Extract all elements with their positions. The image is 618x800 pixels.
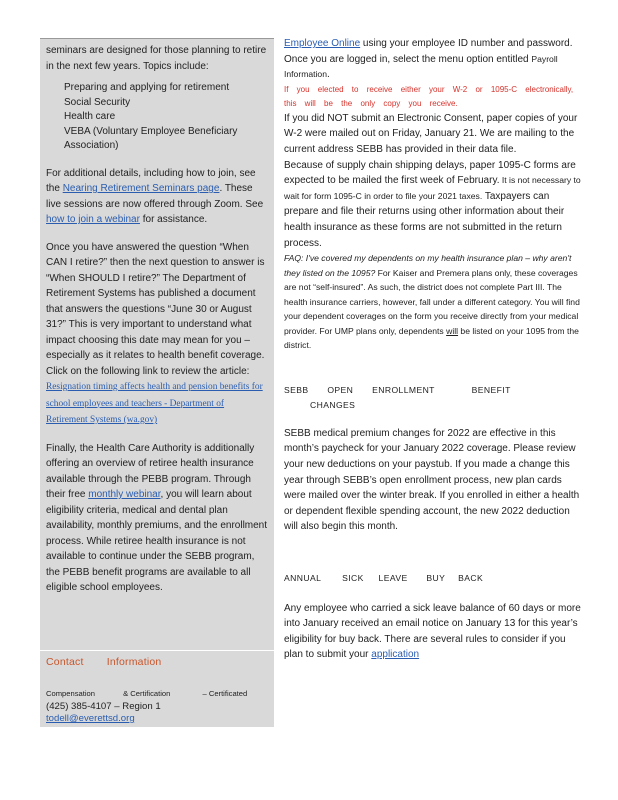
topics-list [46, 81, 268, 154]
resignation-article-link[interactable]: Resignation timing affects health and pension benefits for school employees and teachers - Department of Retirement Systems (wa.gov) [46, 382, 263, 425]
topic-item: Health care [64, 111, 116, 122]
eo-text: . [327, 69, 330, 81]
topic-item: Preparing and applying for retirement [64, 82, 230, 93]
details-text: . These live sessions are now offered through Zoom. See [46, 183, 264, 210]
1095-text: Because of supply chain shipping delays, paper 1095-C forms are expected to be mailed the first week of February. [284, 159, 576, 187]
heading-word: BUY [426, 572, 446, 583]
1095-text: Taxpayers can prepare and file their returns using other information about their health insurance as these forms are not submitted in the return process. [284, 190, 565, 249]
employee-online-link[interactable]: Employee Online [284, 38, 361, 49]
contact-dept-part: – Certificated [202, 689, 248, 698]
hca-paragraph [46, 441, 268, 596]
contact-department [46, 689, 247, 698]
webinar-help-link[interactable]: how to join a webinar [46, 214, 140, 225]
question-paragraph: Once you have answered the question “When CAN I retire?” then the next question to answer is “When SHOULD I retire?” The Department of Retirement Systems has published a document that answers the questions “June 30 or August 31?” This is very important to understand what impact choosing this date may mean for you – especially as it relates to health benefit coverage. Click on the following link to review the article: [46, 241, 265, 377]
contact-title: Contact Information [46, 656, 162, 668]
heading-word: BENEFIT [471, 384, 511, 395]
contact-dept-part: Compensation [46, 689, 95, 698]
faq-emphasis: will [446, 325, 459, 336]
heading-word: ENROLLMENT [372, 384, 435, 395]
details-paragraph [46, 166, 268, 228]
1095-paragraph [284, 158, 582, 252]
premium-changes-paragraph: SEBB medical premium changes for 2022 are effective in this month’s paycheck for your January 2022 coverage. Please review your new deductions on your paystub. If you made a change this year through SEBB’s open enrollment process, new plan cards were mailed over the winter break. If you enrolled in either a health or dependent flexible spending account, the new 2022 deduction will also begin this month. [284, 427, 580, 533]
contact-dept-part: & Certification [123, 689, 171, 698]
hca-text: , you will learn about eligibility criteria, medical and dental plan availability, monthly premiums, and the enrollment process. While retiree health insurance is not available to continue under the SEBB program, the PEBB benefit programs are available to all eligible school employees. [46, 489, 268, 593]
buy-back-text: Any employee who carried a sick leave balance of 60 days or more into January received an email notice on January 13 for this year’s eligibility for buy back. There are several rules to consider if you plan to submit your [284, 602, 581, 661]
nearing-retirement-link[interactable]: Nearing Retirement Seminars page [62, 183, 220, 194]
faq-paragraph [284, 251, 582, 353]
application-link[interactable]: application [371, 649, 420, 661]
heading-word: SEBB [284, 384, 309, 395]
w2-paragraph: If you did NOT submit an Electronic Consent, paper copies of your W-2 were mailed out on Friday, January 21. We are mailing to the current address SEBB has provided in their data file. [284, 112, 578, 155]
faq-question: FAQ: I've covered my dependents on my health insurance plan – why aren't they listed on the 1095? [284, 253, 572, 278]
monthly-webinar-link[interactable]: monthly webinar [88, 489, 161, 500]
employee-online-paragraph [284, 36, 582, 83]
open-enrollment-heading [284, 383, 582, 414]
heading-word: OPEN [327, 384, 354, 395]
heading-word: BACK [458, 572, 484, 583]
hca-text: Finally, the Health Care Authority is additionally offering an overview of retiree health insurance available through the PEBB program. Through their free [46, 442, 255, 500]
heading-word: ANNUAL [284, 572, 322, 583]
buy-back-paragraph [284, 601, 582, 663]
sick-leave-heading [284, 571, 582, 587]
main-column [284, 36, 582, 663]
1095-text: It is not necessary to wait for form 1095-C in order to file your 2021 taxes. [284, 175, 581, 201]
faq-answer: be listed on your 1095 from the district. [284, 325, 579, 351]
contact-email-link[interactable]: todell@everettsd.org [46, 713, 135, 724]
topic-item: VEBA (Voluntary Employee Beneficiary Association) [64, 125, 238, 151]
payroll-menu-name: Payroll Information [284, 53, 558, 80]
details-text: For additional details, including how to join, see the [46, 167, 256, 194]
details-text: for assistance. [139, 214, 208, 225]
faq-answer: For Kaiser and Premera plans only, these coverages are not “self-insured”. As such, the district does not complete Part III. The health insurance carriers, however, fall under a different category. You will find your dependent coverages on the form you receive directly from your medical provider. For UMP plans only, dependents [284, 267, 580, 336]
contact-phone: (425) 385-4107 – Region 1 [46, 701, 161, 712]
heading-word: LEAVE [378, 572, 408, 583]
electronic-copy-note: If you elected to receive either your W-2 or 1095-C electronically, this will be the only copy you receive. [284, 84, 574, 108]
seminars-intro: seminars are designed for those planning to retire in the next few years. Topics include: [46, 45, 267, 72]
sidebar-panel [40, 38, 274, 727]
heading-word: CHANGES [310, 400, 356, 411]
heading-word: SICK [342, 572, 364, 583]
eo-text: using your employee ID number and password. Once you are logged in, select the menu option entitled [284, 38, 573, 65]
topic-item: Social Security [64, 96, 131, 108]
